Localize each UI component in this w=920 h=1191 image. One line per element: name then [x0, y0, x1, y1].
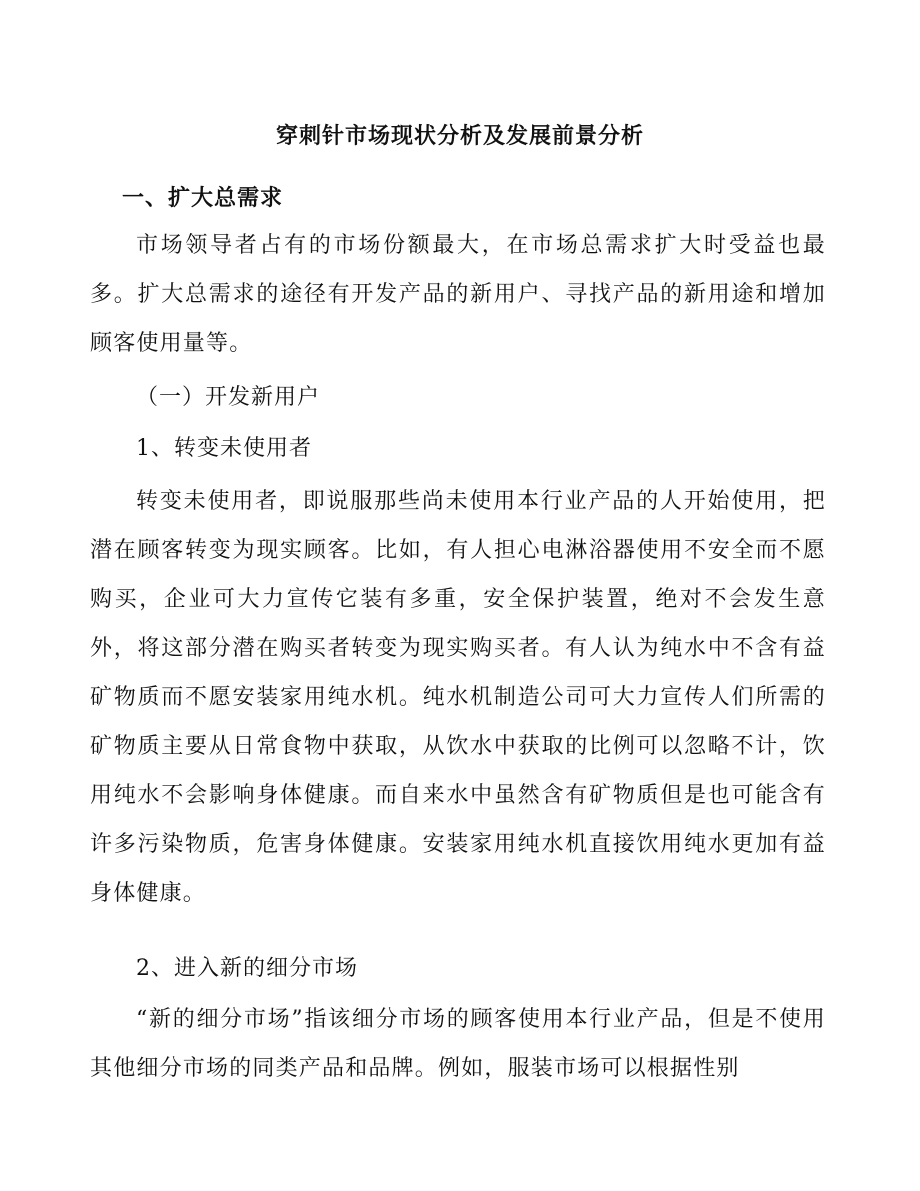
item-heading-convert-nonusers: 1、转变未使用者 — [136, 436, 312, 461]
new-segment-paragraph: “新的细分市场”指该细分市场的顾客使用本行业产品，但是不使用其他细分市场的同类产品和品牌。例如，服装市场可以根据性别 — [90, 1007, 826, 1081]
intro-paragraph: 市场领导者占有的市场份额最大，在市场总需求扩大时受益也最多。扩大总需求的途径有开发产品的新用户、寻找产品的新用途和增加顾客使用量等。 — [90, 233, 826, 356]
item-heading-new-segment: 2、进入新的细分市场 — [136, 956, 358, 981]
document-title: 穿刺针市场现状分析及发展前景分析 — [275, 123, 644, 149]
section-heading: 一、扩大总需求 — [122, 185, 284, 211]
convert-nonusers-paragraph: 转变未使用者，即说服那些尚未使用本行业产品的人开始使用，把潜在顾客转变为现实顾客。比如，有人担心电淋浴器使用不安全而不愿购买，企业可大力宣传它装有多重，安全保护装置，绝对不会发生意外，将这部分潜在购买者转变为现实购买者。有人认为纯水中不含有益矿物质而不愿安装家用纯水机。纯水机制造公司可大力宣传人们所需的矿物质主要从日常食物中获取，从饮水中获取的比例可以忽略不计，饮用纯水不会影响身体健康。而自来水中虽然含有矿物质但是也可能含有许多污染物质，危害身体健康。安装家用纯水机直接饮用纯水更加有益身体健康。 — [90, 489, 826, 906]
subsection-heading: （一）开发新用户 — [136, 385, 321, 410]
